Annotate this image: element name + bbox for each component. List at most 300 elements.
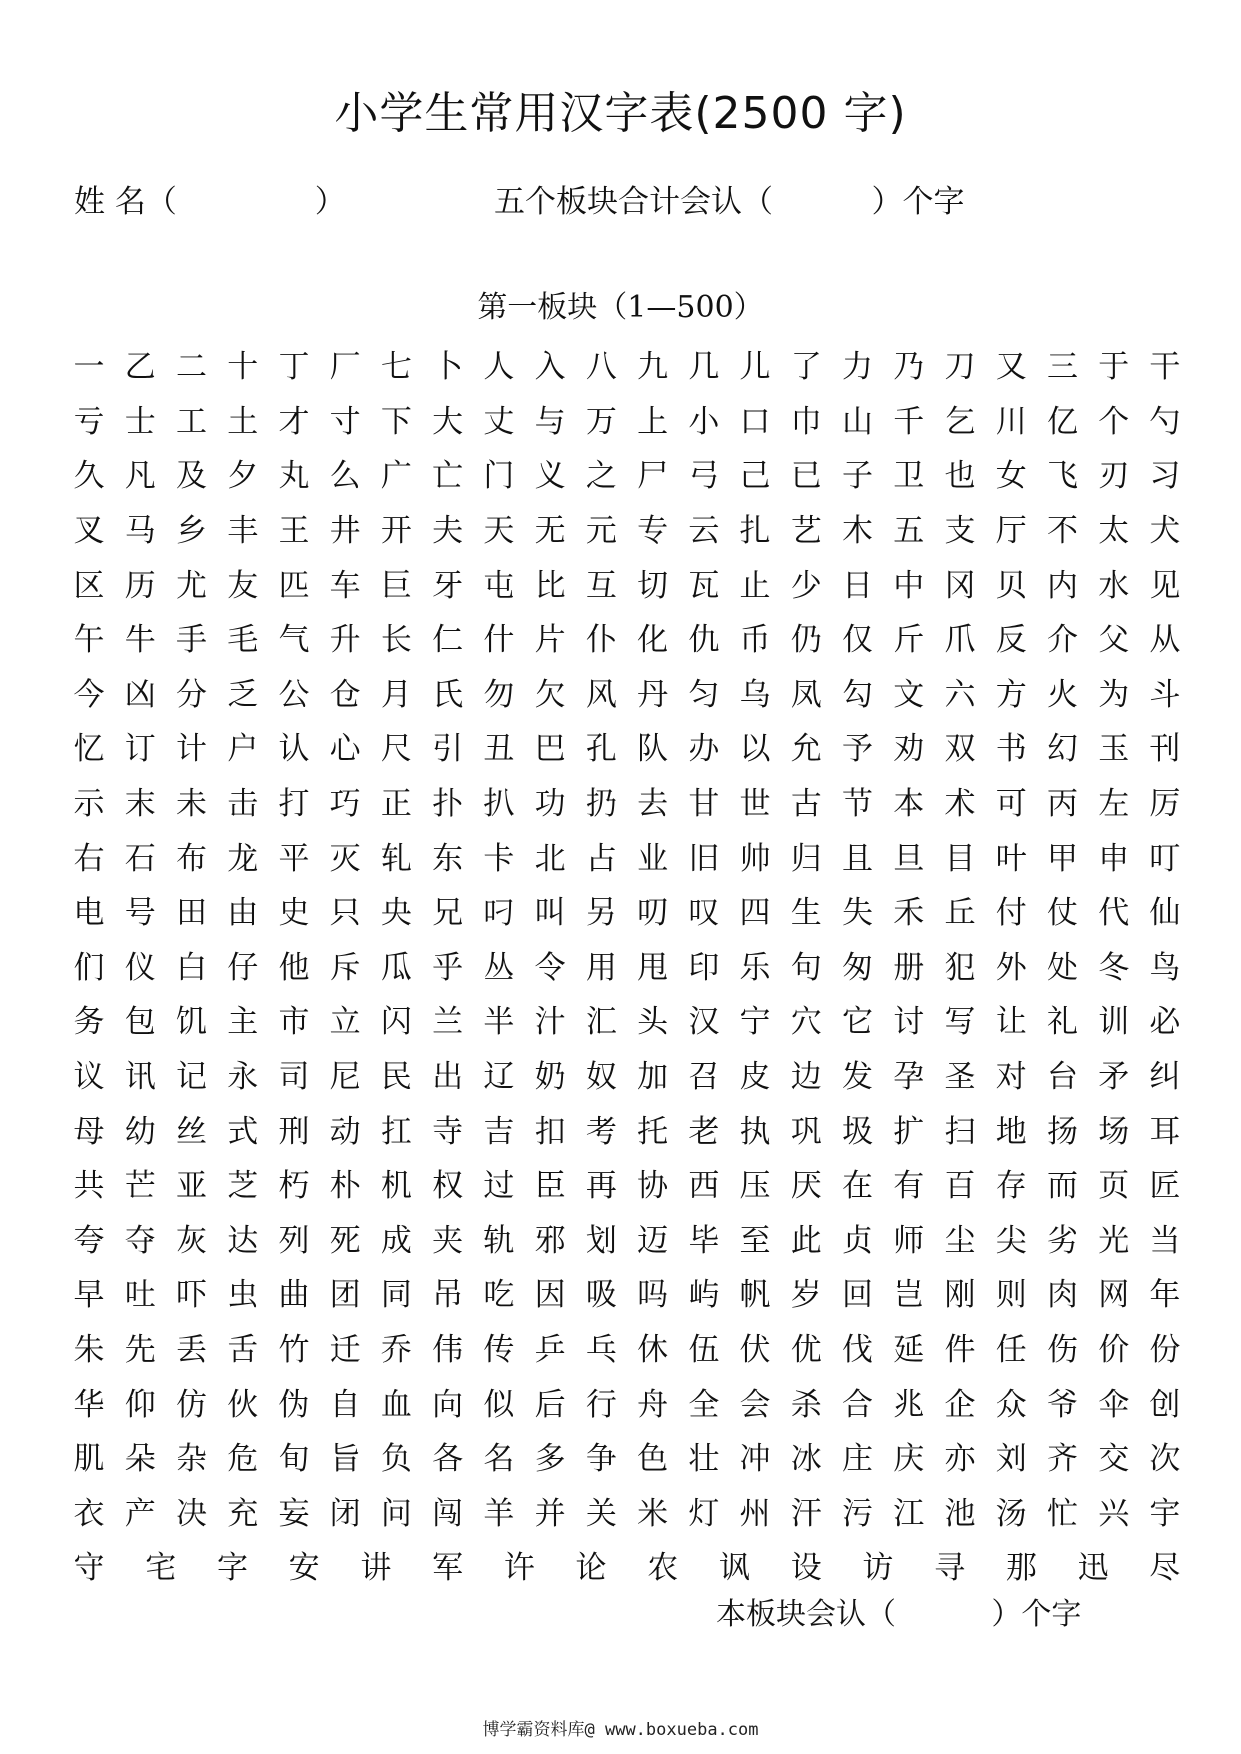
character-cell: 扛 [380, 1113, 412, 1150]
character-cell: 厂 [329, 349, 361, 386]
character-cell: 汤 [995, 1495, 1027, 1532]
character-cell: 左 [1098, 786, 1130, 823]
character-cell: 厅 [995, 513, 1027, 550]
character-cell: 圾 [842, 1113, 874, 1150]
character-cell: 发 [842, 1059, 874, 1096]
character-cell: 尤 [175, 567, 207, 604]
character-cell: 仓 [329, 676, 361, 713]
character-cell: 迅 [1077, 1550, 1109, 1587]
character-cell: 乔 [380, 1331, 412, 1368]
character-cell: 闭 [329, 1495, 361, 1532]
character-cell: 叹 [688, 895, 720, 932]
character-cell: 丁 [278, 349, 310, 386]
character-cell: 氏 [432, 676, 464, 713]
character-cell: 乌 [739, 676, 771, 713]
character-cell: 卜 [432, 349, 464, 386]
character-cell: 力 [842, 349, 874, 386]
character-cell: 去 [637, 786, 669, 823]
character-cell: 叮 [1149, 840, 1181, 877]
character-cell: 专 [637, 513, 669, 550]
character-cell: 众 [995, 1386, 1027, 1423]
character-cell: 爪 [944, 622, 976, 659]
character-cell: 色 [637, 1441, 669, 1478]
character-cell: 闪 [380, 1004, 412, 1041]
character-cell: 子 [842, 458, 874, 495]
character-cell: 马 [124, 513, 156, 550]
character-cell: 动 [329, 1113, 361, 1150]
character-cell: 永 [227, 1059, 259, 1096]
char-row [72, 1050, 1182, 1105]
character-cell: 伐 [842, 1331, 874, 1368]
character-cell: 扫 [944, 1113, 976, 1150]
character-cell: 右 [73, 840, 105, 877]
character-cell: 示 [73, 786, 105, 823]
character-cell: 车 [329, 567, 361, 604]
character-cell: 夹 [432, 1222, 464, 1259]
character-cell: 儿 [739, 349, 771, 386]
character-cell: 己 [739, 458, 771, 495]
character-cell: 乒 [534, 1331, 566, 1368]
character-cell: 切 [637, 567, 669, 604]
character-cell: 多 [534, 1441, 566, 1478]
character-cell: 创 [1149, 1386, 1181, 1423]
character-cell: 个 [1098, 403, 1130, 440]
character-cell: 方 [995, 676, 1027, 713]
character-cell: 迁 [329, 1331, 361, 1368]
character-cell: 优 [790, 1331, 822, 1368]
character-cell: 风 [585, 676, 617, 713]
character-cell: 下 [380, 403, 412, 440]
character-cell: 旦 [893, 840, 925, 877]
character-cell: 只 [329, 895, 361, 932]
character-cell: 仇 [688, 622, 720, 659]
character-cell: 包 [124, 1004, 156, 1041]
character-cell: 池 [944, 1495, 976, 1532]
character-cell: 划 [585, 1222, 617, 1259]
character-cell: 广 [380, 458, 412, 495]
character-cell: 凶 [124, 676, 156, 713]
character-cell: 丛 [483, 949, 515, 986]
character-cell: 扬 [1046, 1113, 1078, 1150]
character-cell: 毕 [688, 1222, 720, 1259]
character-cell: 扑 [432, 786, 464, 823]
char-row [72, 1377, 1182, 1432]
character-cell: 讨 [893, 1004, 925, 1041]
character-cell: 刘 [995, 1441, 1027, 1478]
character-cell: 各 [432, 1441, 464, 1478]
character-cell: 休 [637, 1331, 669, 1368]
character-cell: 业 [637, 840, 669, 877]
character-cell: 义 [534, 458, 566, 495]
character-cell: 当 [1149, 1222, 1181, 1259]
character-cell: 决 [175, 1495, 207, 1532]
character-cell: 布 [175, 840, 207, 877]
character-cell: 寻 [934, 1550, 966, 1587]
character-cell: 井 [329, 513, 361, 550]
character-cell: 伏 [739, 1331, 771, 1368]
character-cell: 危 [227, 1441, 259, 1478]
character-cell: 心 [329, 731, 361, 768]
character-cell: 勾 [842, 676, 874, 713]
character-cell: 扣 [534, 1113, 566, 1150]
character-cell: 央 [380, 895, 412, 932]
character-cell: 训 [1098, 1004, 1130, 1041]
character-cell: 成 [380, 1222, 412, 1259]
character-cell: 衣 [73, 1495, 105, 1532]
character-cell: 议 [73, 1059, 105, 1096]
character-cell: 了 [790, 349, 822, 386]
character-cell: 刑 [278, 1113, 310, 1150]
character-cell: 汇 [585, 1004, 617, 1041]
character-cell: 无 [534, 513, 566, 550]
character-cell: 舌 [227, 1331, 259, 1368]
character-cell: 勺 [1149, 403, 1181, 440]
character-cell: 灯 [688, 1495, 720, 1532]
character-cell: 介 [1046, 622, 1078, 659]
character-cell: 扎 [739, 513, 771, 550]
character-cell: 千 [893, 403, 925, 440]
character-cell: 饥 [175, 1004, 207, 1041]
character-cell: 七 [380, 349, 412, 386]
character-cell: 考 [585, 1113, 617, 1150]
character-cell: 屯 [483, 567, 515, 604]
character-cell: 奶 [534, 1059, 566, 1096]
character-cell: 式 [227, 1113, 259, 1150]
character-cell: 凤 [790, 676, 822, 713]
character-cell: 血 [380, 1386, 412, 1423]
character-cell: 古 [790, 786, 822, 823]
character-cell: 白 [175, 949, 207, 986]
character-cell: 失 [842, 895, 874, 932]
character-cell: 帅 [739, 840, 771, 877]
character-cell: 台 [1046, 1059, 1078, 1096]
character-cell: 勿 [483, 676, 515, 713]
character-cell: 设 [790, 1550, 822, 1587]
character-cell: 旨 [329, 1441, 361, 1478]
character-cell: 扒 [483, 786, 515, 823]
character-cell: 杀 [790, 1386, 822, 1423]
character-cell: 汉 [688, 1004, 720, 1041]
character-cell: 至 [739, 1222, 771, 1259]
character-cell: 牙 [432, 567, 464, 604]
character-cell: 冈 [944, 567, 976, 604]
character-cell: 年 [1149, 1277, 1181, 1314]
character-cell: 交 [1098, 1441, 1130, 1478]
character-cell: 仆 [585, 622, 617, 659]
character-cell: 气 [278, 622, 310, 659]
char-row [72, 777, 1182, 832]
character-cell: 场 [1098, 1113, 1130, 1150]
character-cell: 吗 [637, 1277, 669, 1314]
character-cell: 出 [432, 1059, 464, 1096]
character-cell: 负 [380, 1441, 412, 1478]
character-cell: 则 [995, 1277, 1027, 1314]
character-cell: 在 [842, 1168, 874, 1205]
character-cell: 吐 [124, 1277, 156, 1314]
character-cell: 问 [380, 1495, 412, 1532]
character-cell: 付 [995, 895, 1027, 932]
character-cell: 孕 [893, 1059, 925, 1096]
character-cell: 芝 [227, 1168, 259, 1205]
character-cell: 归 [790, 840, 822, 877]
character-cell: 弓 [688, 458, 720, 495]
character-cell: 乡 [175, 513, 207, 550]
character-cell: 名 [483, 1441, 515, 1478]
character-cell: 污 [842, 1495, 874, 1532]
character-cell: 升 [329, 622, 361, 659]
character-cell: 匠 [1149, 1168, 1181, 1205]
character-cell: 电 [73, 895, 105, 932]
character-cell: 火 [1046, 676, 1078, 713]
character-cell: 卫 [893, 458, 925, 495]
character-cell: 网 [1098, 1277, 1130, 1314]
character-cell: 让 [995, 1004, 1027, 1041]
character-cell: 户 [227, 731, 259, 768]
character-cell: 吉 [483, 1113, 515, 1150]
character-cell: 死 [329, 1222, 361, 1259]
character-cell: 岂 [893, 1277, 925, 1314]
character-cell: 迈 [637, 1222, 669, 1259]
character-cell: 列 [278, 1222, 310, 1259]
character-cell: 圣 [944, 1059, 976, 1096]
character-cell: 比 [534, 567, 566, 604]
character-cell: 已 [790, 458, 822, 495]
character-cell: 旧 [688, 840, 720, 877]
character-cell: 丈 [483, 403, 515, 440]
section-recognized-count[interactable]: 本板块会认（ ）个字 [716, 1597, 1082, 1632]
character-cell: 纠 [1149, 1059, 1181, 1096]
character-cell: 尸 [637, 458, 669, 495]
character-cell: 互 [585, 567, 617, 604]
character-cell: 充 [227, 1495, 259, 1532]
character-cell: 石 [124, 840, 156, 877]
character-cell: 扩 [893, 1113, 925, 1150]
character-cell: 仗 [1046, 895, 1078, 932]
character-cell: 它 [842, 1004, 874, 1041]
character-cell: 仪 [124, 949, 156, 986]
character-cell: 士 [124, 403, 156, 440]
character-cell: 冲 [739, 1441, 771, 1478]
character-cell: 未 [175, 786, 207, 823]
character-cell: 幼 [124, 1113, 156, 1150]
character-cell: 夺 [124, 1222, 156, 1259]
character-cell: 吸 [585, 1277, 617, 1314]
character-cell: 灰 [175, 1222, 207, 1259]
character-cell: 西 [688, 1168, 720, 1205]
character-cell: 匆 [842, 949, 874, 986]
character-cell: 币 [739, 622, 771, 659]
character-cell: 庆 [893, 1441, 925, 1478]
character-cell: 宁 [739, 1004, 771, 1041]
character-cell: 杂 [175, 1441, 207, 1478]
character-cell: 尖 [995, 1222, 1027, 1259]
character-cell: 兄 [432, 895, 464, 932]
character-cell: 屿 [688, 1277, 720, 1314]
character-cell: 叨 [637, 895, 669, 932]
total-recognized-field[interactable]: 五个板块合计会认（ ）个字 [494, 184, 965, 220]
character-cell: 允 [790, 731, 822, 768]
character-cell: 守 [73, 1550, 105, 1587]
character-cell: 订 [124, 731, 156, 768]
character-cell: 民 [380, 1059, 412, 1096]
character-cell: 开 [380, 513, 412, 550]
character-cell: 存 [995, 1168, 1027, 1205]
character-cell: 功 [534, 786, 566, 823]
character-cell: 舟 [637, 1386, 669, 1423]
character-cell: 次 [1149, 1441, 1181, 1478]
character-cell: 夫 [432, 513, 464, 550]
character-cell: 亏 [73, 403, 105, 440]
character-cell: 禾 [893, 895, 925, 932]
character-cell: 办 [688, 731, 720, 768]
character-cell: 因 [534, 1277, 566, 1314]
character-cell: 斗 [1149, 676, 1181, 713]
character-cell: 川 [995, 403, 1027, 440]
character-cell: 亦 [944, 1441, 976, 1478]
character-cell: 认 [278, 731, 310, 768]
character-cell: 齐 [1046, 1441, 1078, 1478]
character-cell: 份 [1149, 1331, 1181, 1368]
character-cell: 区 [73, 567, 105, 604]
character-cell: 太 [1098, 513, 1130, 550]
character-cell: 冰 [790, 1441, 822, 1478]
character-cell: 价 [1098, 1331, 1130, 1368]
char-row [72, 668, 1182, 723]
char-row [72, 1214, 1182, 1269]
character-cell: 丢 [175, 1331, 207, 1368]
character-cell: 九 [637, 349, 669, 386]
char-row [72, 1486, 1182, 1541]
character-cell: 父 [1098, 622, 1130, 659]
character-cell: 寺 [432, 1113, 464, 1150]
character-cell: 不 [1046, 513, 1078, 550]
character-cell: 字 [216, 1550, 248, 1587]
character-cell: 似 [483, 1386, 515, 1423]
character-cell: 并 [534, 1495, 566, 1532]
character-cell: 今 [73, 676, 105, 713]
character-cell: 为 [1098, 676, 1130, 713]
char-row [72, 941, 1182, 996]
character-cell: 而 [1046, 1168, 1078, 1205]
character-cell: 奴 [585, 1059, 617, 1096]
character-cell: 关 [585, 1495, 617, 1532]
character-cell: 头 [637, 1004, 669, 1041]
character-cell: 巾 [790, 403, 822, 440]
character-cell: 丸 [278, 458, 310, 495]
character-cell: 件 [944, 1331, 976, 1368]
character-cell: 州 [739, 1495, 771, 1532]
character-cell: 那 [1005, 1550, 1037, 1587]
character-cell: 刀 [944, 349, 976, 386]
character-cell: 夕 [227, 458, 259, 495]
character-cell: 玉 [1098, 731, 1130, 768]
page-title: 小学生常用汉字表(2500 字) [334, 88, 907, 139]
character-cell: 向 [432, 1386, 464, 1423]
character-cell: 叼 [483, 895, 515, 932]
character-cell: 分 [175, 676, 207, 713]
character-cell: 召 [688, 1059, 720, 1096]
character-cell: 册 [893, 949, 925, 986]
character-cell: 地 [995, 1113, 1027, 1150]
character-cell: 先 [124, 1331, 156, 1368]
watermark: 博学霸资料库@ www.boxueba.com [482, 1720, 759, 1740]
character-cell: 伙 [227, 1386, 259, 1423]
character-cell: 吓 [175, 1277, 207, 1314]
character-cell: 尼 [329, 1059, 361, 1096]
character-cell: 天 [483, 513, 515, 550]
character-cell: 肌 [73, 1441, 105, 1478]
char-row [72, 395, 1182, 450]
character-cell: 末 [124, 786, 156, 823]
character-cell: 处 [1046, 949, 1078, 986]
character-cell: 中 [893, 567, 925, 604]
character-cell: 元 [585, 513, 617, 550]
student-name-field[interactable]: 姓 名（ ） [74, 184, 346, 220]
character-cell: 劣 [1046, 1222, 1078, 1259]
character-cell: 农 [647, 1550, 679, 1587]
character-cell: 少 [790, 567, 822, 604]
character-cell: 艺 [790, 513, 822, 550]
character-cell: 久 [73, 458, 105, 495]
character-cell: 止 [739, 567, 771, 604]
character-cell: 老 [688, 1113, 720, 1150]
character-cell: 节 [842, 786, 874, 823]
character-cell: 幻 [1046, 731, 1078, 768]
character-cell: 传 [483, 1331, 515, 1368]
character-cell: 军 [432, 1550, 464, 1587]
character-cell: 臣 [534, 1168, 566, 1205]
character-cell: 另 [585, 895, 617, 932]
character-cell: 甲 [1046, 840, 1078, 877]
character-cell: 土 [227, 403, 259, 440]
character-cell: 产 [124, 1495, 156, 1532]
character-cell: 瓜 [380, 949, 412, 986]
char-row [72, 449, 1182, 504]
character-cell: 寸 [329, 403, 361, 440]
character-cell: 什 [483, 622, 515, 659]
character-cell: 历 [124, 567, 156, 604]
character-cell: 句 [790, 949, 822, 986]
character-cell: 讯 [124, 1059, 156, 1096]
character-cell: 乙 [124, 349, 156, 386]
character-cell: 乐 [739, 949, 771, 986]
character-cell: 化 [637, 622, 669, 659]
character-cell: 朵 [124, 1441, 156, 1478]
character-cell: 牛 [124, 622, 156, 659]
character-cell: 贞 [842, 1222, 874, 1259]
character-cell: 六 [944, 676, 976, 713]
character-cell: 仍 [790, 622, 822, 659]
character-cell: 夸 [73, 1222, 105, 1259]
character-cell: 丹 [637, 676, 669, 713]
character-cell: 矛 [1098, 1059, 1130, 1096]
character-cell: 自 [329, 1386, 361, 1423]
character-cell: 许 [503, 1550, 535, 1587]
character-cell: 曲 [278, 1277, 310, 1314]
character-cell: 师 [893, 1222, 925, 1259]
character-cell: 平 [278, 840, 310, 877]
character-cell: 巴 [534, 731, 566, 768]
character-cell: 穴 [790, 1004, 822, 1041]
character-cell: 巩 [790, 1113, 822, 1150]
character-cell: 仅 [842, 622, 874, 659]
character-cell: 用 [585, 949, 617, 986]
character-cell: 见 [1149, 567, 1181, 604]
character-cell: 忙 [1046, 1495, 1078, 1532]
character-cell: 朱 [73, 1331, 105, 1368]
character-cell: 半 [483, 1004, 515, 1041]
character-cell: 轨 [483, 1222, 515, 1259]
